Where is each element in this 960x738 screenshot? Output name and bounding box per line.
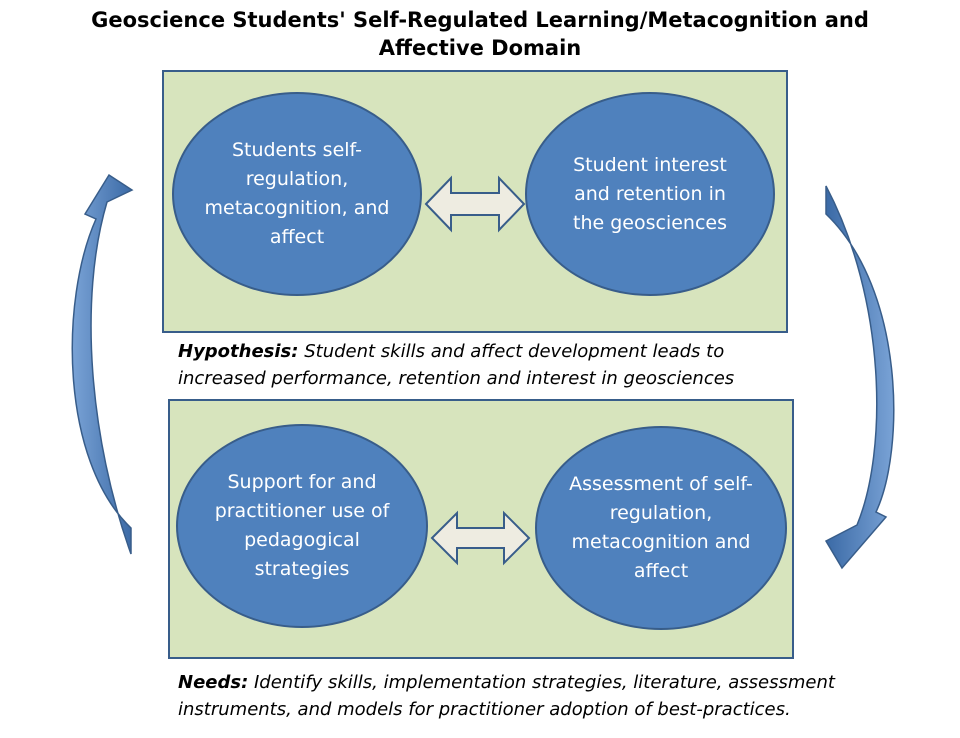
curved-arrow-right-icon xyxy=(826,186,894,568)
double-arrow-top-icon xyxy=(426,178,524,230)
node-pedagogical-support-label: Support for and practitioner use of pedagogical strategies xyxy=(214,471,390,580)
hypothesis-body: Student skills and affect development leads to increased performance, retention and interest in geosciences xyxy=(178,341,735,389)
curved-arrow-left-icon xyxy=(72,175,132,554)
needs-text xyxy=(178,669,898,723)
title-line-1: Geoscience Students' Self-Regulated Learning/Metacognition and xyxy=(91,8,869,32)
title-line-2: Affective Domain xyxy=(378,36,582,60)
node-self-regulation-label: Students self-regulation, metacognition, and affect xyxy=(204,139,390,248)
node-assessment-label: Assessment of self-regulation, metacognition and affect xyxy=(569,473,753,582)
hypothesis-label: Hypothesis: xyxy=(178,341,299,362)
needs-label: Needs: xyxy=(178,672,249,693)
needs-body: Identify skills, implementation strategies, literature, assessment instruments, and models for practitioner adoption of best-practices. xyxy=(178,672,835,720)
node-interest-retention-label: Student interest and retention in the geosciences xyxy=(573,153,727,234)
double-arrow-bottom-icon xyxy=(432,513,529,563)
hypothesis-text xyxy=(178,338,788,392)
